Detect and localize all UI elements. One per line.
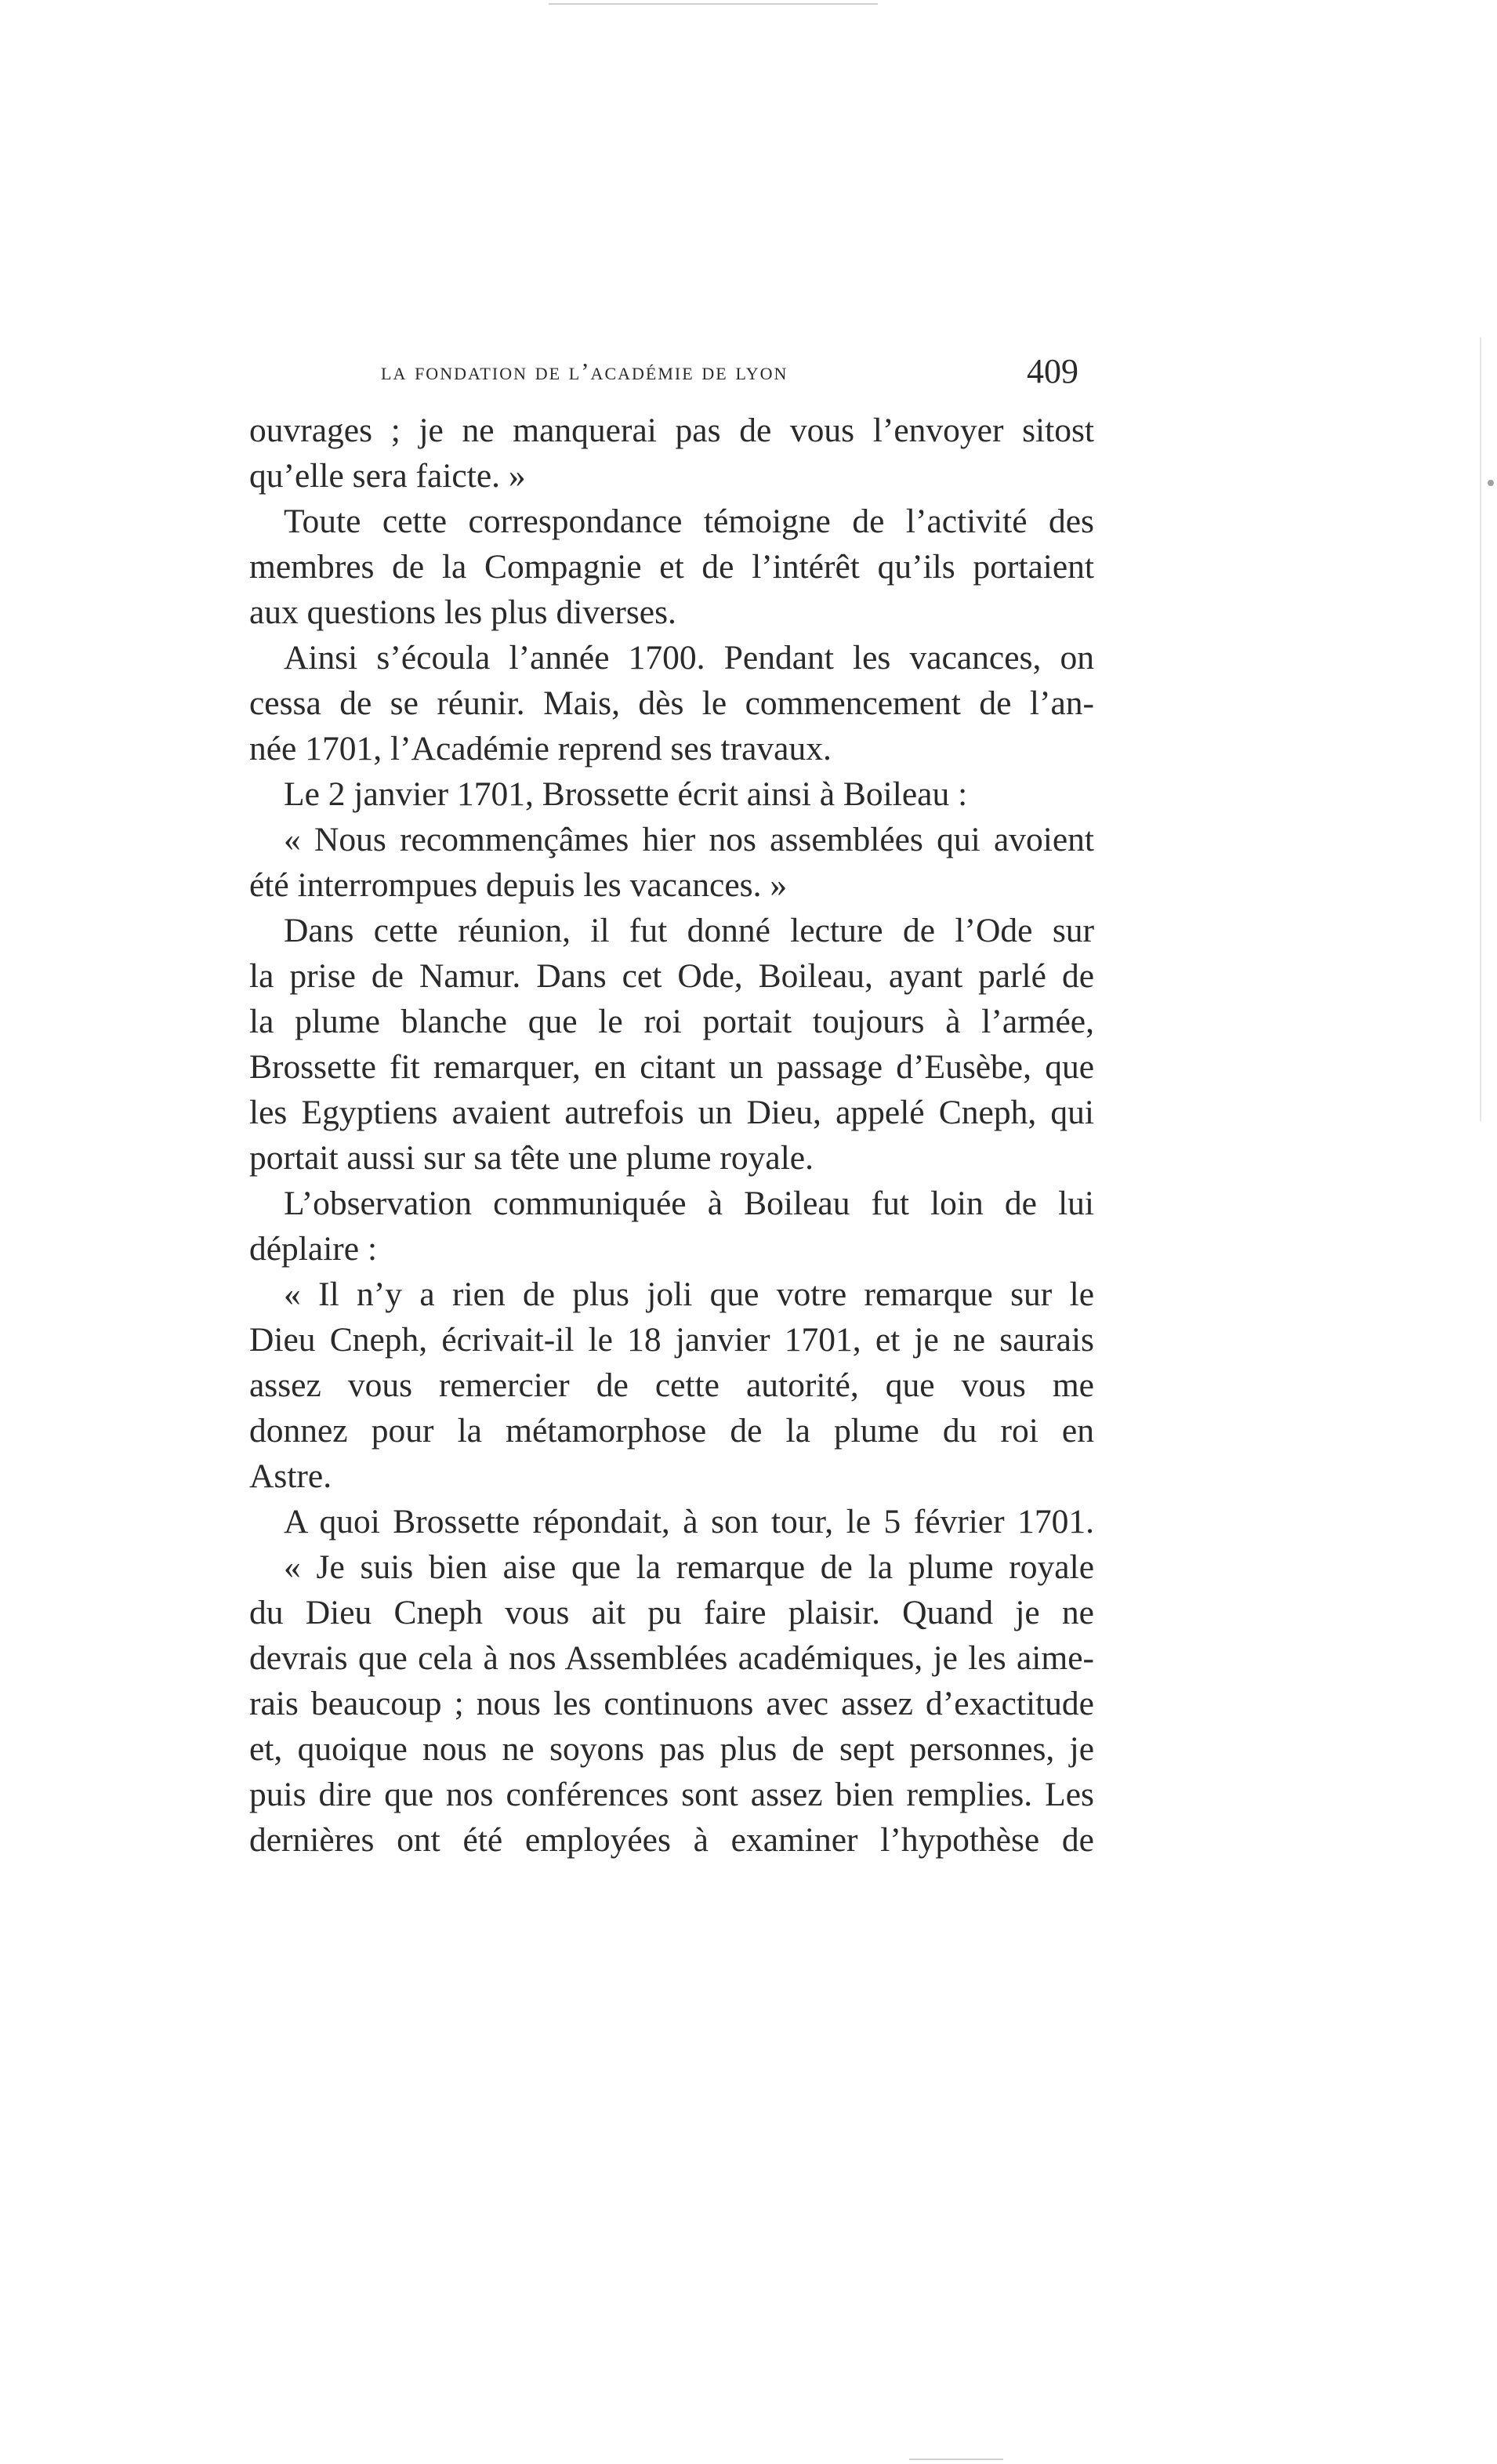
text-line: Le 2 janvier 1701, Brossette écrit ainsi à Boileau :: [284, 775, 968, 813]
text-line: « Je suis bien aise que la remarque de la plume royale: [284, 1548, 1094, 1586]
text-line: la prise de Namur. Dans cet Ode, Boileau, ayant parlé de: [249, 957, 1094, 995]
scan-speck: [1488, 480, 1494, 486]
text-line: rais beaucoup ; nous les continuons avec assez d’exactitude: [249, 1685, 1094, 1722]
text-line: « Il n’y a rien de plus joli que votre remarque sur le: [284, 1276, 1094, 1313]
text-line: « Nous recommençâmes hier nos assemblées qui avoient: [284, 821, 1094, 858]
text-line: dernières ont été employées à examiner l’hypothèse de: [249, 1821, 1094, 1859]
body-text: [249, 408, 1094, 1863]
page-number: 409: [1027, 352, 1078, 390]
text-line: A quoi Brossette répondait, à son tour, le 5 février 1701.: [284, 1503, 1094, 1540]
text-line: les Egyptiens avaient autrefois un Dieu, appelé Cneph, qui: [249, 1094, 1094, 1131]
text-line: Brossette fit remarquer, en citant un passage d’Eusèbe, que: [249, 1048, 1094, 1086]
running-head: la fondation de l’académie de lyon: [381, 357, 788, 385]
text-line: assez vous remercier de cette autorité, que vous me: [249, 1366, 1094, 1404]
text-line: devrais que cela à nos Assemblées académiques, je les aime-: [249, 1639, 1094, 1677]
text-line: aux questions les plus diverses.: [249, 593, 676, 631]
text-line: L’observation communiquée à Boileau fut loin de lui: [284, 1185, 1094, 1222]
text-line: Dans cette réunion, il fut donné lecture de l’Ode sur: [284, 912, 1094, 949]
text-line: puis dire que nos conférences sont assez bien remplies. Les: [249, 1776, 1094, 1813]
text-line: du Dieu Cneph vous ait pu faire plaisir. Quand je ne: [249, 1594, 1094, 1631]
text-line: et, quoique nous ne soyons pas plus de sept personnes, je: [249, 1730, 1094, 1768]
text-line: déplaire :: [249, 1230, 378, 1268]
text-line: Toute cette correspondance témoigne de l’activité des: [284, 503, 1094, 540]
scan-edge-top: [549, 3, 878, 5]
page-header: [381, 351, 1086, 398]
text-line: ouvrages ; je ne manquerai pas de vous l’envoyer sitost: [249, 412, 1094, 449]
scan-edge-bottom: [909, 2459, 1003, 2460]
text-line: née 1701, l’Académie reprend ses travaux.: [249, 730, 832, 768]
text-line: membres de la Compagnie et de l’intérêt qu’ils portaient: [249, 548, 1094, 586]
text-line: Astre.: [249, 1457, 332, 1495]
text-line: Ainsi s’écoula l’année 1700. Pendant les vacances, on: [284, 639, 1094, 677]
text-line: la plume blanche que le roi portait toujours à l’armée,: [249, 1003, 1094, 1040]
scan-edge-right: [1480, 337, 1481, 1121]
text-line: portait aussi sur sa tête une plume royale.: [249, 1139, 814, 1177]
text-line: cessa de se réunir. Mais, dès le commencement de l’an-: [249, 684, 1094, 722]
text-line: Dieu Cneph, écrivait-il le 18 janvier 1701, et je ne saurais: [249, 1321, 1094, 1359]
text-line: qu’elle sera faicte. »: [249, 457, 526, 495]
text-line: donnez pour la métamorphose de la plume du roi en: [249, 1412, 1094, 1450]
text-line: été interrompues depuis les vacances. »: [249, 866, 788, 904]
